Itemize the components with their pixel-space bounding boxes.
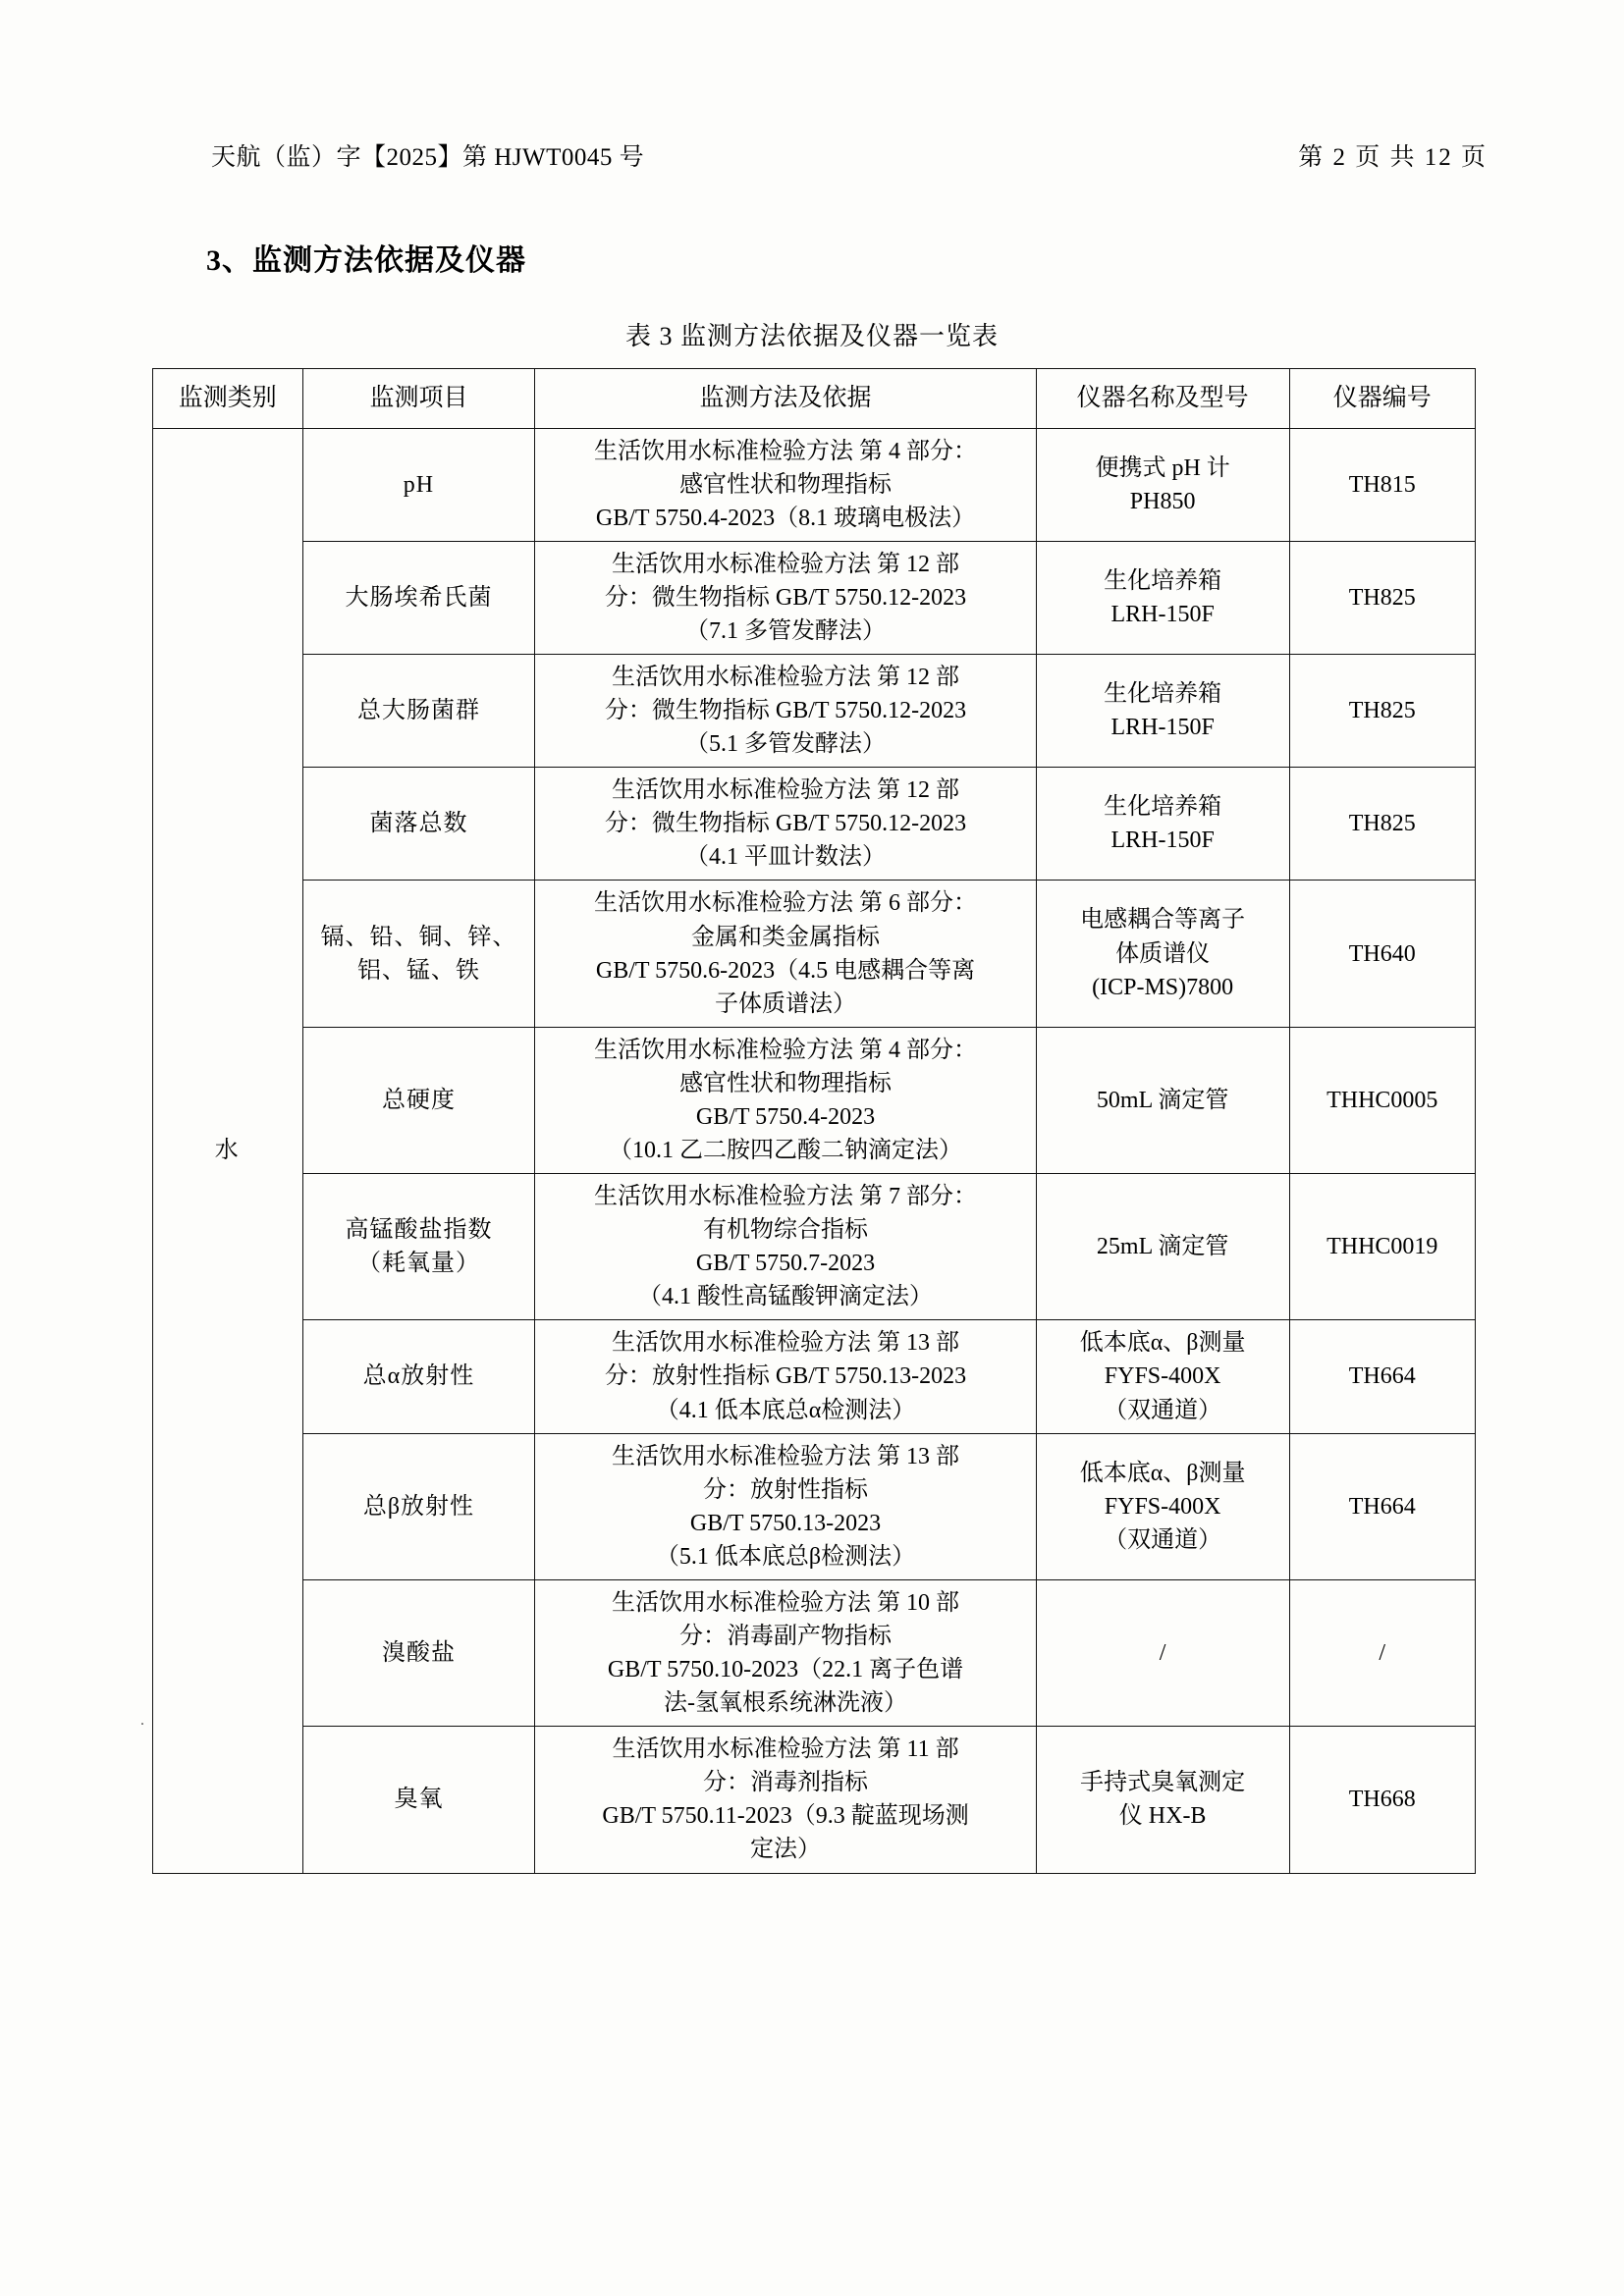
margin-mark: . [140,1712,144,1729]
cell-code: THHC0005 [1289,1027,1475,1173]
cell-method: 生活饮用水标准检验方法 第 12 部 分：微生物指标 GB/T 5750.12-2023 （4.1 平皿计数法） [535,768,1036,881]
cell-code: TH825 [1289,654,1475,767]
cell-method: 生活饮用水标准检验方法 第 12 部 分：微生物指标 GB/T 5750.12-2023 （5.1 多管发酵法） [535,654,1036,767]
section-heading: 3、监测方法依据及仪器 [206,244,526,277]
cell-code: TH825 [1289,541,1475,654]
cell-item: 镉、铅、铜、锌、 铝、锰、铁 [302,881,535,1027]
cell-item: 高锰酸盐指数 （耗氧量） [302,1174,535,1320]
cell-instrument: / [1036,1579,1289,1726]
cell-method: 生活饮用水标准检验方法 第 13 部 分：放射性指标 GB/T 5750.13-2023 （5.1 低本底总β检测法） [535,1433,1036,1579]
cell-instrument: 25mL 滴定管 [1036,1174,1289,1320]
cell-instrument: 生化培养箱 LRH-150F [1036,654,1289,767]
table-row [153,1433,1476,1579]
cell-instrument: 生化培养箱 LRH-150F [1036,541,1289,654]
cell-method: 生活饮用水标准检验方法 第 4 部分： 感官性状和物理指标 GB/T 5750.4-2023（8.1 玻璃电极法） [535,428,1036,541]
table-row [153,1320,1476,1433]
cell-code: TH815 [1289,428,1475,541]
cell-item: 菌落总数 [302,768,535,881]
column-header-category: 监测类别 [153,369,303,429]
cell-category: 水 [153,428,303,1873]
cell-item: 总大肠菌群 [302,654,535,767]
monitoring-method-table [152,368,1476,1874]
column-header-method: 监测方法及依据 [535,369,1036,429]
cell-item: pH [302,428,535,541]
cell-method: 生活饮用水标准检验方法 第 6 部分： 金属和类金属指标 GB/T 5750.6-2023（4.5 电感耦合等离 子体质谱法） [535,881,1036,1027]
cell-code: TH664 [1289,1433,1475,1579]
cell-item: 溴酸盐 [302,1579,535,1726]
cell-code: TH640 [1289,881,1475,1027]
table-row [153,428,1476,541]
cell-code: THHC0019 [1289,1174,1475,1320]
cell-item: 臭氧 [302,1727,535,1873]
column-header-instrument: 仪器名称及型号 [1036,369,1289,429]
table-row [153,881,1476,1027]
cell-method: 生活饮用水标准检验方法 第 4 部分： 感官性状和物理指标 GB/T 5750.4-2023 （10.1 乙二胺四乙酸二钠滴定法） [535,1027,1036,1173]
column-header-code: 仪器编号 [1289,369,1475,429]
page-number: 第 2 页 共 12 页 [1298,144,1488,171]
cell-instrument: 电感耦合等离子 体质谱仪 (ICP-MS)7800 [1036,881,1289,1027]
table-row [153,1174,1476,1320]
table-row [153,541,1476,654]
table-header-row [153,369,1476,429]
cell-code: TH825 [1289,768,1475,881]
cell-instrument: 生化培养箱 LRH-150F [1036,768,1289,881]
cell-code: TH664 [1289,1320,1475,1433]
table-row [153,768,1476,881]
cell-code: / [1289,1579,1475,1726]
cell-item: 总硬度 [302,1027,535,1173]
cell-method: 生活饮用水标准检验方法 第 10 部 分：消毒副产物指标 GB/T 5750.10-2023（22.1 离子色谱 法-氢氧根系统淋洗液） [535,1579,1036,1726]
page-header [211,137,1488,173]
cell-instrument: 便携式 pH 计 PH850 [1036,428,1289,541]
cell-code: TH668 [1289,1727,1475,1873]
cell-item: 总α放射性 [302,1320,535,1433]
cell-method: 生活饮用水标准检验方法 第 13 部 分：放射性指标 GB/T 5750.13-2023 （4.1 低本底总α检测法） [535,1320,1036,1433]
table-body [153,428,1476,1873]
cell-method: 生活饮用水标准检验方法 第 11 部 分：消毒剂指标 GB/T 5750.11-2023（9.3 靛蓝现场测 定法） [535,1727,1036,1873]
report-number: 天航（监）字【2025】第 HJWT0045 号 [211,144,645,171]
column-header-item: 监测项目 [302,369,535,429]
cell-method: 生活饮用水标准检验方法 第 12 部 分：微生物指标 GB/T 5750.12-2023 （7.1 多管发酵法） [535,541,1036,654]
table-row [153,1579,1476,1726]
table-caption: 表 3 监测方法依据及仪器一览表 [624,322,999,350]
cell-instrument: 手持式臭氧测定 仪 HX-B [1036,1727,1289,1873]
cell-instrument: 低本底α、β测量 FYFS-400X （双通道） [1036,1320,1289,1433]
table-row [153,654,1476,767]
cell-method: 生活饮用水标准检验方法 第 7 部分： 有机物综合指标 GB/T 5750.7-2023 （4.1 酸性高锰酸钾滴定法） [535,1174,1036,1320]
table-row [153,1027,1476,1173]
table-row [153,1727,1476,1873]
cell-item: 总β放射性 [302,1433,535,1579]
cell-item: 大肠埃希氏菌 [302,541,535,654]
cell-instrument: 50mL 滴定管 [1036,1027,1289,1173]
cell-instrument: 低本底α、β测量 FYFS-400X （双通道） [1036,1433,1289,1579]
